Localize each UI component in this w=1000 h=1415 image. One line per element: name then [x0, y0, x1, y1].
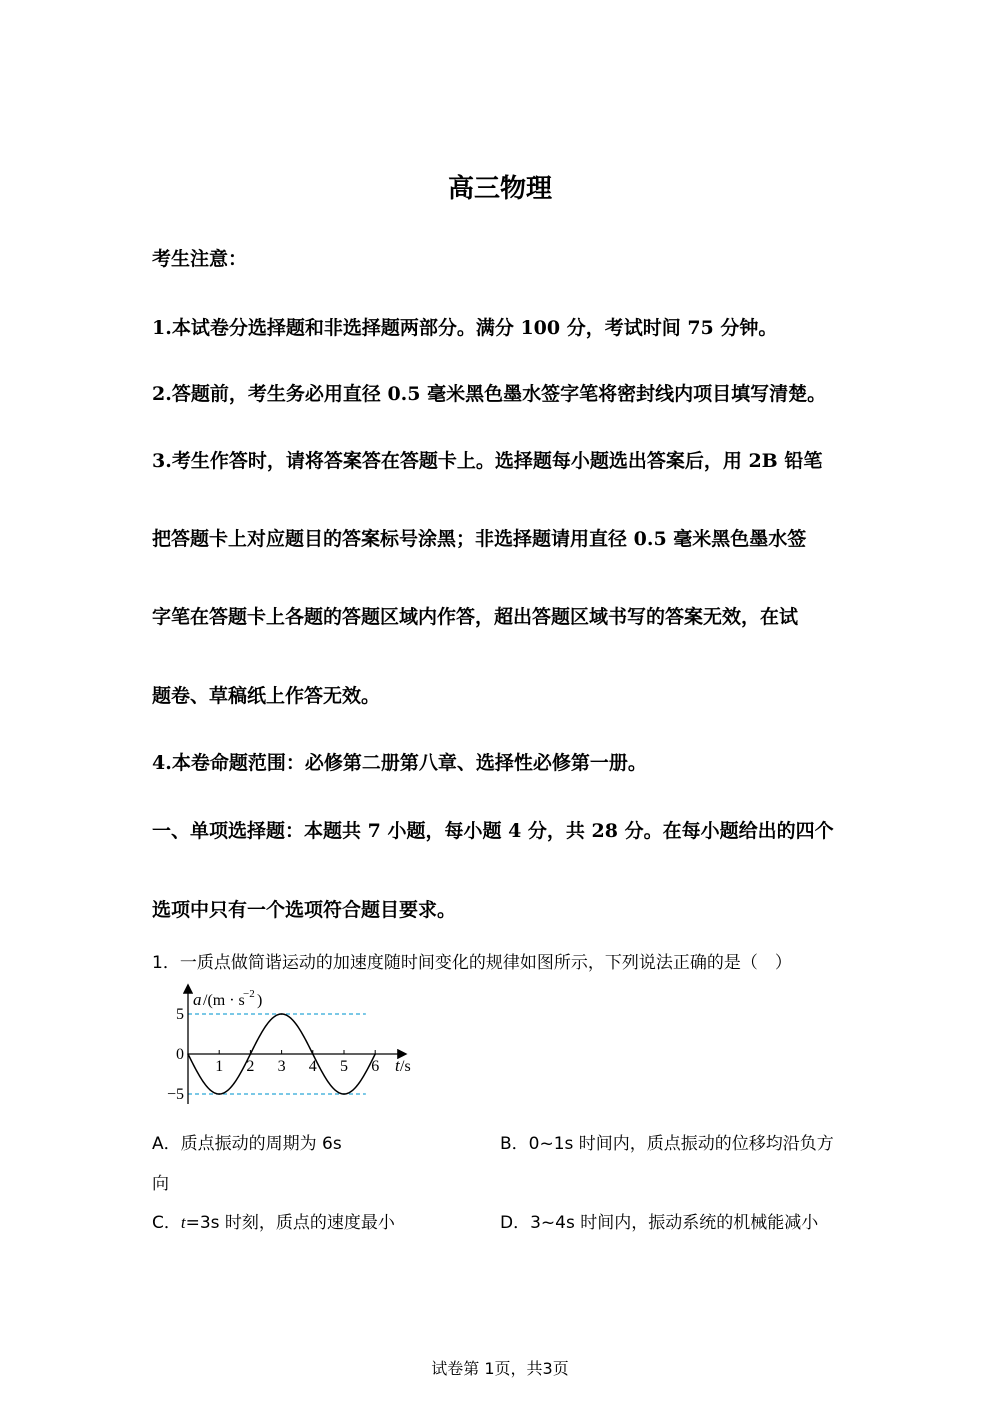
option-d: D．3~4s 时间内，振动系统的机械能减小	[500, 1213, 819, 1233]
y-tick-label-2: 0	[176, 1046, 184, 1063]
notice-item-3-line-4: 题卷、草稿纸上作答无效。	[152, 685, 381, 707]
notice-heading: 考生注意：	[152, 248, 248, 270]
x-tick-label-1: 1	[215, 1058, 224, 1075]
x-axis-label	[395, 1056, 411, 1075]
notice-item-3-line-2: 把答题卡上对应题目的答案标号涂黑；非选择题请用直径 0.5 毫米黑色墨水签	[152, 528, 807, 550]
x-tick-label-5: 5	[340, 1058, 348, 1075]
y-tick-label-3: −5	[166, 1086, 184, 1103]
page-footer: 试卷第 1页，共3页	[431, 1359, 569, 1378]
section-heading-line-2: 选项中只有一个选项符合题目要求。	[152, 899, 457, 921]
x-axis-label-unit: /s	[400, 1058, 411, 1075]
notice-item-3-line-3: 字笔在答题卡上各题的答题区域内作答，超出答题区域书写的答案无效，在试	[152, 606, 799, 628]
page-title: 高三物理	[447, 174, 552, 204]
y-axis-label	[193, 988, 262, 1009]
data-point-4	[281, 1013, 283, 1015]
y-axis-label-exponent: −2	[243, 988, 255, 1000]
notice-item-2: 2.答题前，考生务必用直径 0.5 毫米黑色墨水签字笔将密封线内项目填写清楚。	[152, 383, 827, 405]
option-a: A．质点振动的周期为 6s	[152, 1134, 342, 1154]
notice-item-4: 4.本卷命题范围：必修第二册第八章、选择性必修第一册。	[152, 752, 647, 774]
x-tick-label-3: 3	[277, 1058, 286, 1075]
option-b-line-2: 向	[152, 1174, 169, 1194]
option-c	[152, 1208, 395, 1233]
acceleration-time-graph	[155, 980, 425, 1110]
notice-item-1: 1.本试卷分选择题和非选择题两部分。满分 100 分，考试时间 75 分钟。	[152, 317, 778, 339]
x-tick-label-6: 6	[371, 1058, 380, 1075]
data-point-1	[187, 1053, 189, 1055]
data-point-6	[343, 1093, 345, 1095]
option-b-line-1: B．0~1s 时间内，质点振动的位移均沿负方	[500, 1134, 834, 1154]
option-c-variable: t	[180, 1213, 186, 1232]
y-axis-label-var: a	[193, 990, 202, 1009]
notice-item-3-line-1: 3.考生作答时，请将答案答在答题卡上。选择题每小题选出答案后，用 2B 铅笔	[152, 450, 823, 472]
data-point-2	[218, 1093, 220, 1095]
option-c-text: =3s 时刻，质点的速度最小	[185, 1213, 395, 1233]
y-tick-label-1: 5	[176, 1006, 184, 1023]
x-axis-label-var: t	[395, 1056, 400, 1075]
question-1-stem: 1．一质点做简谐运动的加速度随时间变化的规律如图所示，下列说法正确的是（ ）	[152, 953, 792, 973]
y-axis-label-unit: /(m · s	[203, 992, 245, 1009]
x-tick-label-4: 4	[308, 1058, 317, 1075]
option-c-prefix: C．	[152, 1213, 181, 1233]
section-heading-line-1: 一、单项选择题：本题共 7 小题，每小题 4 分，共 28 分。在每小题给出的四个	[152, 820, 834, 842]
x-tick-label-2: 2	[246, 1058, 255, 1075]
y-axis-label-close: )	[257, 992, 263, 1009]
